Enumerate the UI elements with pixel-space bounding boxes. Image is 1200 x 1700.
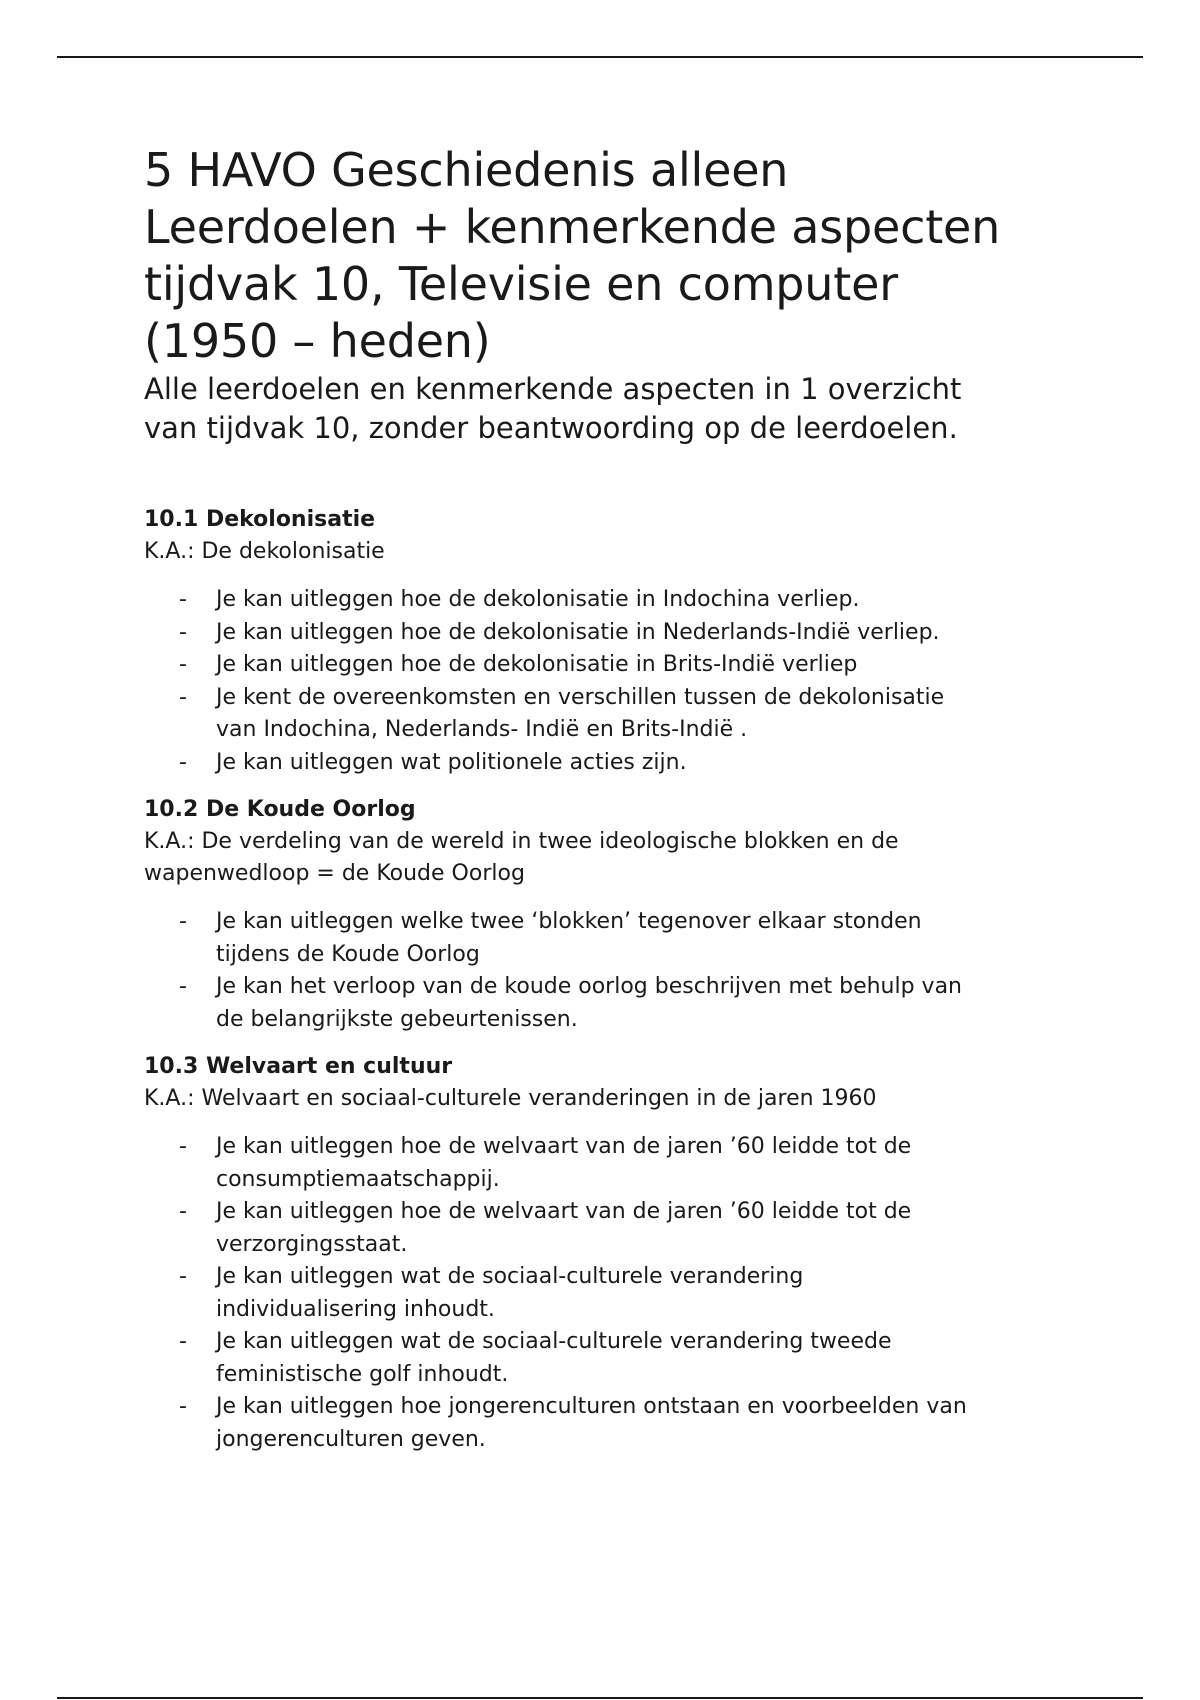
document-subtitle [144,370,1064,448]
section-10-1 [144,503,1064,779]
learning-goal [144,906,1064,971]
kenmerkend-aspect [144,1083,1064,1115]
bullet-dash: - [179,749,187,775]
learning-goal [144,584,1064,617]
goal-line: Je kan uitleggen hoe de dekolonisatie in Nederlands-Indië verliep. [216,619,940,645]
learning-goal [144,1261,1064,1326]
bullet-dash: - [179,1264,187,1289]
goal-line: Je kan uitleggen welke twee ‘blokken’ tegenover elkaar stonden [216,909,922,934]
goal-line: tijdens de Koude Oorlog [216,941,480,967]
bullet-dash: - [179,652,187,677]
section-10-2 [144,793,1064,1036]
goal-line: individualisering inhoudt. [216,1296,495,1322]
goal-line: Je kan uitleggen wat de sociaal-culturele verandering [216,1264,804,1289]
title-line: (1950 – heden) [144,314,491,368]
section-heading: 10.2 De Koude Oorlog [144,797,416,822]
goal-line: verzorgingsstaat. [216,1231,408,1257]
goal-line: jongerenculturen geven. [216,1426,486,1452]
learning-goal [144,682,1064,747]
bullet-dash: - [179,974,187,999]
bullet-dash: - [179,684,187,710]
learning-goal [144,971,1064,1036]
title-line: 5 HAVO Geschiedenis alleen [144,143,789,197]
goal-line: Je kan uitleggen hoe jongerenculturen ontstaan en voorbeelden van [216,1394,967,1419]
goal-line: van Indochina, Nederlands- Indië en Brits-Indië . [216,717,748,742]
goal-line: Je kan uitleggen hoe de dekolonisatie in Indochina verliep. [216,587,860,612]
document-body [144,142,1064,1456]
ka-line: K.A.: De dekolonisatie [144,539,385,564]
subtitle-line: Alle leerdoelen en kenmerkende aspecten in 1 overzicht [144,372,962,406]
subtitle-line: van tijdvak 10, zonder beantwoording op de leerdoelen. [144,411,958,445]
goal-line: de belangrijkste gebeurtenissen. [216,1006,578,1032]
bullet-dash: - [179,1134,187,1159]
goal-line: Je kan uitleggen wat politionele acties zijn. [216,749,687,775]
goal-line: Je kan uitleggen hoe de welvaart van de jaren ’60 leidde tot de [216,1199,912,1224]
title-line: tijdvak 10, Televisie en computer [144,257,898,311]
goal-line: feministische golf inhoudt. [216,1361,509,1387]
learning-goal [144,747,1064,780]
section-10-3 [144,1050,1064,1456]
bullet-dash: - [179,909,187,934]
learning-goal [144,617,1064,650]
learning-goals-list [144,906,1064,1036]
section-heading: 10.1 Dekolonisatie [144,507,376,532]
learning-goals-list [144,1131,1064,1456]
goal-line: Je kent de overeenkomsten en verschillen tussen de dekolonisatie [216,684,945,710]
ka-line: wapenwedloop = de Koude Oorlog [144,861,525,886]
learning-goal [144,649,1064,682]
title-line: Leerdoelen + kenmerkende aspecten [144,200,1001,254]
ka-line: K.A.: Welvaart en sociaal-culturele veranderingen in de jaren 1960 [144,1086,877,1111]
kenmerkend-aspect [144,536,1064,568]
learning-goals-list [144,584,1064,779]
goal-line: Je kan uitleggen hoe de dekolonisatie in Brits-Indië verliep [216,652,858,677]
kenmerkend-aspect [144,826,1064,890]
bullet-dash: - [179,1329,187,1354]
bullet-dash: - [179,1199,187,1224]
goal-line: Je kan het verloop van de koude oorlog beschrijven met behulp van [216,974,963,999]
learning-goal [144,1196,1064,1261]
goal-line: Je kan uitleggen hoe de welvaart van de jaren ’60 leidde tot de [216,1134,912,1159]
document-title [144,142,1064,370]
ka-line: K.A.: De verdeling van de wereld in twee ideologische blokken en de [144,829,899,854]
bottom-rule [57,1697,1143,1699]
goal-line: consumptiemaatschappij. [216,1166,500,1192]
learning-goal [144,1131,1064,1196]
top-rule [57,56,1143,58]
bullet-dash: - [179,1394,187,1419]
bullet-dash: - [179,587,187,612]
learning-goal [144,1391,1064,1456]
section-heading: 10.3 Welvaart en cultuur [144,1054,453,1079]
goal-line: Je kan uitleggen wat de sociaal-culturele verandering tweede [216,1329,892,1354]
learning-goal [144,1326,1064,1391]
bullet-dash: - [179,619,187,645]
